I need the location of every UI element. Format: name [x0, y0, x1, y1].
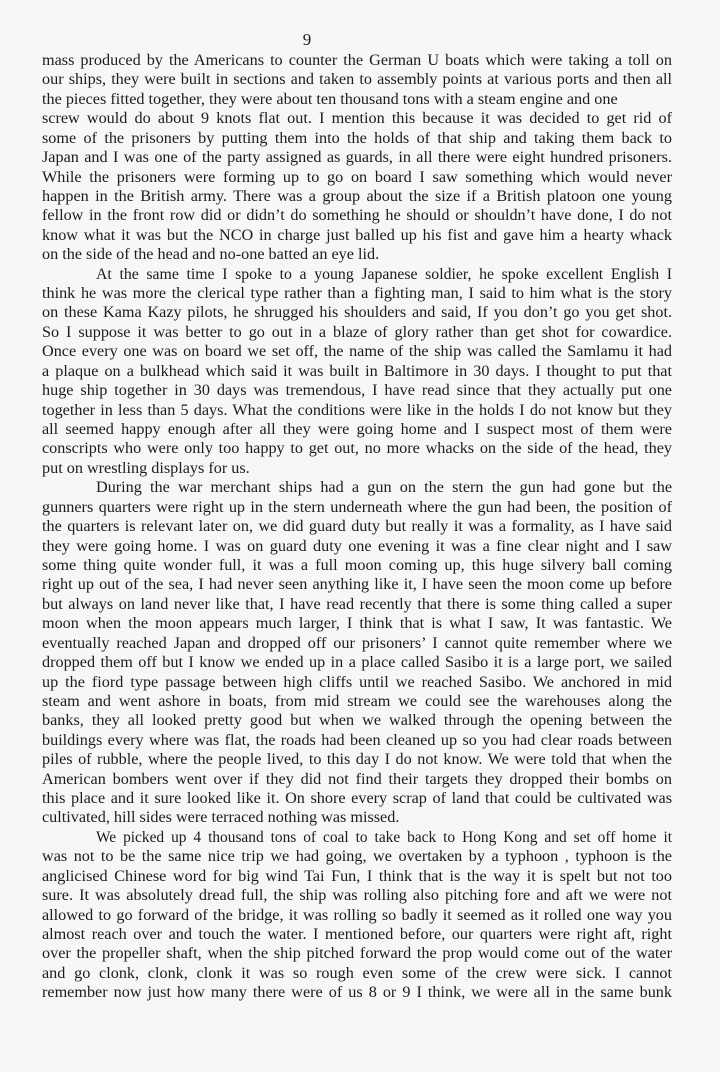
text-line: dropped them off but I know we ended up in a place called Sasibo it is a large port, we sailed: [42, 653, 672, 672]
text-line: on these Kama Kazy pilots, he shrugged his shoulders and said, If you don’t go you get shot.: [42, 303, 672, 322]
text-line: the pieces fitted together, they were about ten thousand tons with a steam engine and one: [42, 89, 618, 108]
page-number: 9: [302, 30, 312, 49]
text-line: conscripts who were only too happy to get out, no more whacks on the side of the head, they: [42, 439, 672, 458]
text-line: over the propeller shaft, when the ship pitched forward the prop would come out of the water: [42, 944, 672, 963]
text-line: gunners quarters were right up in the stern underneath where the gun had been, the position of: [42, 497, 672, 516]
text-line: American bombers went over if they did not find their targets they dropped their bombs on: [42, 769, 672, 788]
text-line: allowed to go forward of the bridge, it was rolling so badly it seemed as it rolled one way you: [42, 905, 672, 924]
text-line: moon when the moon appears much larger, I think that is what I saw, It was fantastic. We: [42, 614, 672, 633]
text-line: but always on land never like that, I have read recently that there is some thing called a super: [42, 594, 672, 613]
text-line: the quarters is relevant later on, we did guard duty but really it was a formality, as I have said: [42, 517, 672, 536]
text-line: We picked up 4 thousand tons of coal to take back to Hong Kong and set off home it: [96, 828, 672, 846]
text-line: anglicised Chinese word for big wind Tai Fun, I think that is the way it is spelt but not too: [42, 866, 672, 885]
text-line: right up out of the sea, I had never seen anything like it, I have seen the moon come up before: [42, 575, 672, 594]
text-line: So I suppose it was better to go out in a blaze of glory rather than get shot for cowardice.: [42, 322, 672, 341]
text-line: was not to be the same nice trip we had going, we overtaken by a typhoon , typhoon is the: [42, 847, 672, 866]
text-line: sure. It was absolutely dread full, the ship was rolling also pitching fore and aft we were not: [42, 886, 672, 905]
text-line: At the same time I spoke to a young Japanese soldier, he spoke excellent English I: [96, 265, 672, 283]
text-line: remember now just how many there were of us 8 or 9 I think, we were all in the same bunk: [42, 983, 672, 1002]
text-line: on the side of the head and no-one batted an eye lid.: [42, 245, 380, 264]
text-line: up the fiord type passage between high cliffs until we reached Sasibo. We anchored in mid: [42, 672, 672, 691]
text-line: mass produced by the Americans to counter the German U boats which were taking a toll on: [42, 51, 672, 69]
text-line: happen in the British army. There was a group about the size if a British platoon one young: [42, 186, 672, 205]
text-line: huge ship together in 30 days was tremendous, I have read since that they actually put one: [42, 381, 672, 400]
text-line: some thing quite wonder full, it was a full moon coming up, this huge silvery ball coming: [42, 555, 672, 574]
text-line: buildings every where was flat, the roads had been cleaned up so you had clear roads between: [42, 730, 672, 749]
text-line: they were going home. I was on guard duty one evening it was a fine clear night and I saw: [42, 536, 672, 555]
text-line: Japan and I was one of the party assigned as guards, in all there were eight hundred prisoners.: [42, 148, 672, 167]
text-line: together in less than 5 days. What the conditions were like in the holds I do not know but they: [42, 400, 672, 419]
text-line: eventually reached Japan and dropped off our prisoners’ I cannot quite remember where we: [42, 633, 672, 652]
text-line: a plaque on a bulkhead which said it was built in Baltimore in 30 days. I thought to put that: [42, 361, 672, 380]
text-line: know what it was but the NCO in charge just balled up his fist and gave him a hearty whack: [42, 225, 672, 244]
text-line: some of the prisoners by putting them into the holds of that ship and taking them back to: [42, 128, 672, 147]
text-line: cultivated, hill sides were terraced nothing was missed.: [42, 808, 400, 827]
text-line: this place and it sure looked like it. On shore every scrap of land that could be cultivated was: [42, 789, 672, 808]
text-line: put on wrestling displays for us.: [42, 458, 250, 477]
text-line: all seemed happy enough after all they were going home and I suspect most of them were: [42, 420, 672, 439]
text-line: During the war merchant ships had a gun on the stern the gun had gone but the: [96, 478, 672, 497]
body-text: [42, 51, 672, 1003]
text-line: steam and went ashore in boats, from mid stream we could see the warehouses along the: [42, 691, 672, 710]
text-line: and go clonk, clonk, clonk it was so rough even some of the crew were sick. I cannot: [42, 963, 672, 982]
text-line: screw would do about 9 knots flat out. I mention this because it was decided to get rid of: [42, 109, 672, 128]
text-line: While the prisoners were forming up to go on board I saw something which would never: [42, 167, 672, 186]
text-line: almost reach over and touch the water. I mentioned before, our quarters were right aft, right: [42, 924, 672, 943]
text-line: banks, they all looked pretty good but when we walked through the opening between the: [42, 711, 672, 730]
text-line: piles of rubble, where the people lived, to this day I do not know. We were told that when the: [42, 750, 672, 769]
text-line: our ships, they were built in sections and taken to assembly points at various ports and then all: [42, 70, 672, 89]
text-line: think he was more the clerical type rather than a fighting man, I said to him what is the story: [42, 284, 672, 303]
text-line: fellow in the front row did or didn’t do something he should or shouldn’t have done, I do not: [42, 206, 672, 225]
text-line: Once every one was on board we set off, the name of the ship was called the Samlamu it had: [42, 342, 672, 361]
